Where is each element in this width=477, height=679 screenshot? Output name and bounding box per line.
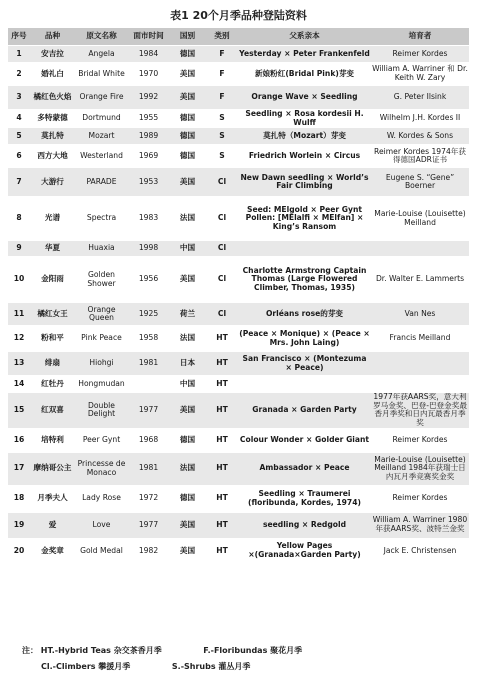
breeder-cell: Marie-Louise (Louisette) Meilland 1984年获瑞士日内瓦月季竞赛奖金奖 bbox=[371, 452, 469, 485]
breeder-cell: Wilhelm J.H. Kordes II bbox=[371, 110, 469, 128]
parentage-cell: Seedling × Traumerei (floribunda, Kordes, 1974) bbox=[238, 485, 371, 512]
country-cell: 德国 bbox=[169, 46, 206, 63]
breeder-cell: William A. Warriner 1980年获AARS奖、波特兰金奖 bbox=[371, 512, 469, 538]
table-row bbox=[8, 352, 469, 376]
original-name-cell: Hiohgi bbox=[75, 352, 128, 376]
row-index-cell: 3 bbox=[8, 86, 30, 110]
table-title: 表1 20个月季品种登陆资料 bbox=[170, 9, 307, 22]
row-index-cell: 9 bbox=[8, 241, 30, 257]
release-year-cell: 1953 bbox=[128, 168, 169, 197]
parentage-cell: San Francisco × (Montezuma × Peace) bbox=[238, 352, 371, 376]
row-index-cell: 16 bbox=[8, 428, 30, 452]
release-year-cell: 1983 bbox=[128, 197, 169, 241]
header-original-name: 原文名称 bbox=[75, 28, 128, 46]
release-year-cell: 1955 bbox=[128, 110, 169, 128]
original-name-cell: Westerland bbox=[75, 145, 128, 168]
country-cell: 中国 bbox=[169, 376, 206, 393]
category-cell: F bbox=[206, 63, 238, 86]
release-year-cell: 1956 bbox=[128, 257, 169, 303]
parentage-cell: New Dawn seedling × World’s Fair Climbing bbox=[238, 168, 371, 197]
table-row bbox=[8, 393, 469, 428]
variety-name-cell: 金阳雨 bbox=[30, 257, 75, 303]
variety-name-cell: 金奖章 bbox=[30, 538, 75, 564]
table-row bbox=[8, 241, 469, 257]
original-name-cell: Bridal White bbox=[75, 63, 128, 86]
release-year-cell: 1972 bbox=[128, 485, 169, 512]
variety-name-cell: 莫扎特 bbox=[30, 128, 75, 145]
variety-name-cell: 红牡丹 bbox=[30, 376, 75, 393]
variety-name-cell: 绯扇 bbox=[30, 352, 75, 376]
release-year-cell: 1970 bbox=[128, 63, 169, 86]
variety-name-cell: 摩纳哥公主 bbox=[30, 452, 75, 485]
release-year-cell: 1982 bbox=[128, 538, 169, 564]
breeder-cell: Van Nes bbox=[371, 303, 469, 326]
country-cell: 美国 bbox=[169, 512, 206, 538]
original-name-cell: Lady Rose bbox=[75, 485, 128, 512]
category-cell: HT bbox=[206, 452, 238, 485]
table-row bbox=[8, 145, 469, 168]
release-year-cell: 1968 bbox=[128, 428, 169, 452]
breeder-cell: Reimer Kordes bbox=[371, 428, 469, 452]
parentage-cell: seedling × Redgold bbox=[238, 512, 371, 538]
category-cell: Cl bbox=[206, 197, 238, 241]
table-header-row bbox=[8, 28, 469, 46]
release-year-cell: 1981 bbox=[128, 352, 169, 376]
table-row bbox=[8, 257, 469, 303]
breeder-cell: Reimer Kordes bbox=[371, 46, 469, 63]
original-name-cell: Princesse de Monaco bbox=[75, 452, 128, 485]
footnote-f: F.-Floribundas 聚花月季 bbox=[203, 646, 303, 655]
variety-name-cell: 大游行 bbox=[30, 168, 75, 197]
original-name-cell: Love bbox=[75, 512, 128, 538]
table-row bbox=[8, 168, 469, 197]
country-cell: 美国 bbox=[169, 168, 206, 197]
table-row bbox=[8, 452, 469, 485]
release-year-cell bbox=[128, 376, 169, 393]
parentage-cell: Yellow Pages ×(Granada×Garden Party) bbox=[238, 538, 371, 564]
breeder-cell: Eugene S. “Gene” Boerner bbox=[371, 168, 469, 197]
category-cell: HT bbox=[206, 538, 238, 564]
parentage-cell: Granada × Garden Party bbox=[238, 393, 371, 428]
table-row bbox=[8, 538, 469, 564]
header-variety: 品种 bbox=[30, 28, 75, 46]
release-year-cell: 1958 bbox=[128, 326, 169, 352]
table-row bbox=[8, 428, 469, 452]
release-year-cell: 1981 bbox=[128, 452, 169, 485]
country-cell: 美国 bbox=[169, 63, 206, 86]
breeder-cell: 1977年获AARS奖，意大利罗马金奖、巴登-巴登金奖最香月季奖和日内瓦最香月季奖 bbox=[371, 393, 469, 428]
release-year-cell: 1925 bbox=[128, 303, 169, 326]
footnote-prefix: 注： bbox=[22, 646, 38, 655]
country-cell: 德国 bbox=[169, 145, 206, 168]
original-name-cell: Mozart bbox=[75, 128, 128, 145]
parentage-cell: Seed: MElgold × Peer Gynt Pollen: [MElalfi × MElfan] × King’s Ransom bbox=[238, 197, 371, 241]
table-row bbox=[8, 86, 469, 110]
variety-name-cell: 西方大地 bbox=[30, 145, 75, 168]
category-cell: HT bbox=[206, 485, 238, 512]
original-name-cell: Pink Peace bbox=[75, 326, 128, 352]
country-cell: 美国 bbox=[169, 538, 206, 564]
category-cell: Cl bbox=[206, 303, 238, 326]
parentage-cell: Seedling × Rosa kordesii H. Wulff bbox=[238, 110, 371, 128]
table-row bbox=[8, 303, 469, 326]
release-year-cell: 1969 bbox=[128, 145, 169, 168]
variety-name-cell: 安吉拉 bbox=[30, 46, 75, 63]
breeder-cell: W. Kordes & Sons bbox=[371, 128, 469, 145]
country-cell: 日本 bbox=[169, 352, 206, 376]
category-cell: HT bbox=[206, 376, 238, 393]
footnote-cl: Cl.-Climbers 攀援月季 bbox=[41, 662, 131, 671]
category-cell: HT bbox=[206, 512, 238, 538]
table-row bbox=[8, 326, 469, 352]
row-index-cell: 17 bbox=[8, 452, 30, 485]
row-index-cell: 1 bbox=[8, 46, 30, 63]
rose-cultivar-table bbox=[8, 28, 469, 565]
variety-name-cell: 多特蒙德 bbox=[30, 110, 75, 128]
release-year-cell: 1992 bbox=[128, 86, 169, 110]
footnote-s: S.-Shrubs 灌丛月季 bbox=[171, 662, 251, 671]
original-name-cell: Orange Fire bbox=[75, 86, 128, 110]
breeder-cell: William A. Warriner 和 Dr. Keith W. Zary bbox=[371, 63, 469, 86]
original-name-cell: Orange Queen bbox=[75, 303, 128, 326]
variety-name-cell: 光谱 bbox=[30, 197, 75, 241]
row-index-cell: 11 bbox=[8, 303, 30, 326]
row-index-cell: 4 bbox=[8, 110, 30, 128]
original-name-cell: Gold Medal bbox=[75, 538, 128, 564]
country-cell: 荷兰 bbox=[169, 303, 206, 326]
row-index-cell: 18 bbox=[8, 485, 30, 512]
table-row bbox=[8, 512, 469, 538]
original-name-cell: PARADE bbox=[75, 168, 128, 197]
parentage-cell: Orléans rose的芽变 bbox=[238, 303, 371, 326]
category-cell: S bbox=[206, 110, 238, 128]
variety-name-cell: 婚礼白 bbox=[30, 63, 75, 86]
category-cell: S bbox=[206, 145, 238, 168]
table-row bbox=[8, 110, 469, 128]
header-parentage: 父系亲本 bbox=[238, 28, 371, 46]
parentage-cell: 莫扎特（Mozart）芽变 bbox=[238, 128, 371, 145]
row-index-cell: 12 bbox=[8, 326, 30, 352]
country-cell: 美国 bbox=[169, 257, 206, 303]
variety-name-cell: 橘红色火焰 bbox=[30, 86, 75, 110]
header-category: 类别 bbox=[206, 28, 238, 46]
country-cell: 德国 bbox=[169, 485, 206, 512]
original-name-cell: Spectra bbox=[75, 197, 128, 241]
category-cell: Cl bbox=[206, 257, 238, 303]
breeder-cell bbox=[371, 376, 469, 393]
parentage-cell: Colour Wonder × Golder Giant bbox=[238, 428, 371, 452]
variety-name-cell: 华夏 bbox=[30, 241, 75, 257]
breeder-cell bbox=[371, 241, 469, 257]
header-breeder: 培育者 bbox=[371, 28, 469, 46]
variety-name-cell: 培特利 bbox=[30, 428, 75, 452]
breeder-cell: Reimer Kordes bbox=[371, 485, 469, 512]
variety-name-cell: 粉和平 bbox=[30, 326, 75, 352]
category-cell: HT bbox=[206, 352, 238, 376]
parentage-cell: Friedrich Worlein × Circus bbox=[238, 145, 371, 168]
original-name-cell: Hongmudan bbox=[75, 376, 128, 393]
table-row bbox=[8, 197, 469, 241]
row-index-cell: 7 bbox=[8, 168, 30, 197]
variety-name-cell: 月季夫人 bbox=[30, 485, 75, 512]
footnote bbox=[22, 643, 302, 675]
country-cell: 美国 bbox=[169, 86, 206, 110]
original-name-cell: Golden Shower bbox=[75, 257, 128, 303]
original-name-cell: Angela bbox=[75, 46, 128, 63]
table-row bbox=[8, 128, 469, 145]
category-cell: Cl bbox=[206, 168, 238, 197]
header-release-year: 面市时间 bbox=[128, 28, 169, 46]
parentage-cell: Ambassador × Peace bbox=[238, 452, 371, 485]
parentage-cell: Charlotte Armstrong Captain Thomas (Large Flowered Climber, Thomas, 1935) bbox=[238, 257, 371, 303]
parentage-cell: 新娘粉红(Bridal Pink)芽变 bbox=[238, 63, 371, 86]
category-cell: HT bbox=[206, 428, 238, 452]
row-index-cell: 20 bbox=[8, 538, 30, 564]
row-index-cell: 10 bbox=[8, 257, 30, 303]
variety-name-cell: 爱 bbox=[30, 512, 75, 538]
category-cell: S bbox=[206, 128, 238, 145]
row-index-cell: 19 bbox=[8, 512, 30, 538]
row-index-cell: 6 bbox=[8, 145, 30, 168]
breeder-cell: Jack E. Christensen bbox=[371, 538, 469, 564]
table-row bbox=[8, 485, 469, 512]
release-year-cell: 1998 bbox=[128, 241, 169, 257]
row-index-cell: 5 bbox=[8, 128, 30, 145]
parentage-cell: Orange Wave × Seedling bbox=[238, 86, 371, 110]
original-name-cell: Huaxia bbox=[75, 241, 128, 257]
release-year-cell: 1989 bbox=[128, 128, 169, 145]
category-cell: F bbox=[206, 86, 238, 110]
country-cell: 德国 bbox=[169, 128, 206, 145]
variety-name-cell: 橘红女王 bbox=[30, 303, 75, 326]
row-index-cell: 8 bbox=[8, 197, 30, 241]
breeder-cell bbox=[371, 352, 469, 376]
country-cell: 法国 bbox=[169, 197, 206, 241]
footnote-ht: HT.-Hybrid Teas 杂交茶香月季 bbox=[40, 646, 162, 655]
row-index-cell: 15 bbox=[8, 393, 30, 428]
parentage-cell bbox=[238, 241, 371, 257]
original-name-cell: Dortmund bbox=[75, 110, 128, 128]
original-name-cell: Double Delight bbox=[75, 393, 128, 428]
country-cell: 德国 bbox=[169, 110, 206, 128]
breeder-cell: Reimer Kordes 1974年获得德国ADR证书 bbox=[371, 145, 469, 168]
parentage-cell: Yesterday × Peter Frankenfeld bbox=[238, 46, 371, 63]
row-index-cell: 14 bbox=[8, 376, 30, 393]
breeder-cell: Dr. Walter E. Lammerts bbox=[371, 257, 469, 303]
row-index-cell: 13 bbox=[8, 352, 30, 376]
release-year-cell: 1977 bbox=[128, 512, 169, 538]
parentage-cell bbox=[238, 376, 371, 393]
table-row bbox=[8, 46, 469, 63]
category-cell: HT bbox=[206, 326, 238, 352]
release-year-cell: 1977 bbox=[128, 393, 169, 428]
header-country: 国别 bbox=[169, 28, 206, 46]
category-cell: F bbox=[206, 46, 238, 63]
original-name-cell: Peer Gynt bbox=[75, 428, 128, 452]
breeder-cell: Francis Meilland bbox=[371, 326, 469, 352]
country-cell: 美国 bbox=[169, 393, 206, 428]
country-cell: 法国 bbox=[169, 452, 206, 485]
category-cell: Cl bbox=[206, 241, 238, 257]
country-cell: 法国 bbox=[169, 326, 206, 352]
table-row bbox=[8, 376, 469, 393]
parentage-cell: (Peace × Monique) × (Peace × Mrs. John Laing) bbox=[238, 326, 371, 352]
row-index-cell: 2 bbox=[8, 63, 30, 86]
breeder-cell: Marie-Louise (Louisette) Meilland bbox=[371, 197, 469, 241]
header-index: 序号 bbox=[8, 28, 30, 46]
country-cell: 中国 bbox=[169, 241, 206, 257]
breeder-cell: G. Peter Ilsink bbox=[371, 86, 469, 110]
category-cell: HT bbox=[206, 393, 238, 428]
variety-name-cell: 红双喜 bbox=[30, 393, 75, 428]
country-cell: 德国 bbox=[169, 428, 206, 452]
table-row bbox=[8, 63, 469, 86]
release-year-cell: 1984 bbox=[128, 46, 169, 63]
